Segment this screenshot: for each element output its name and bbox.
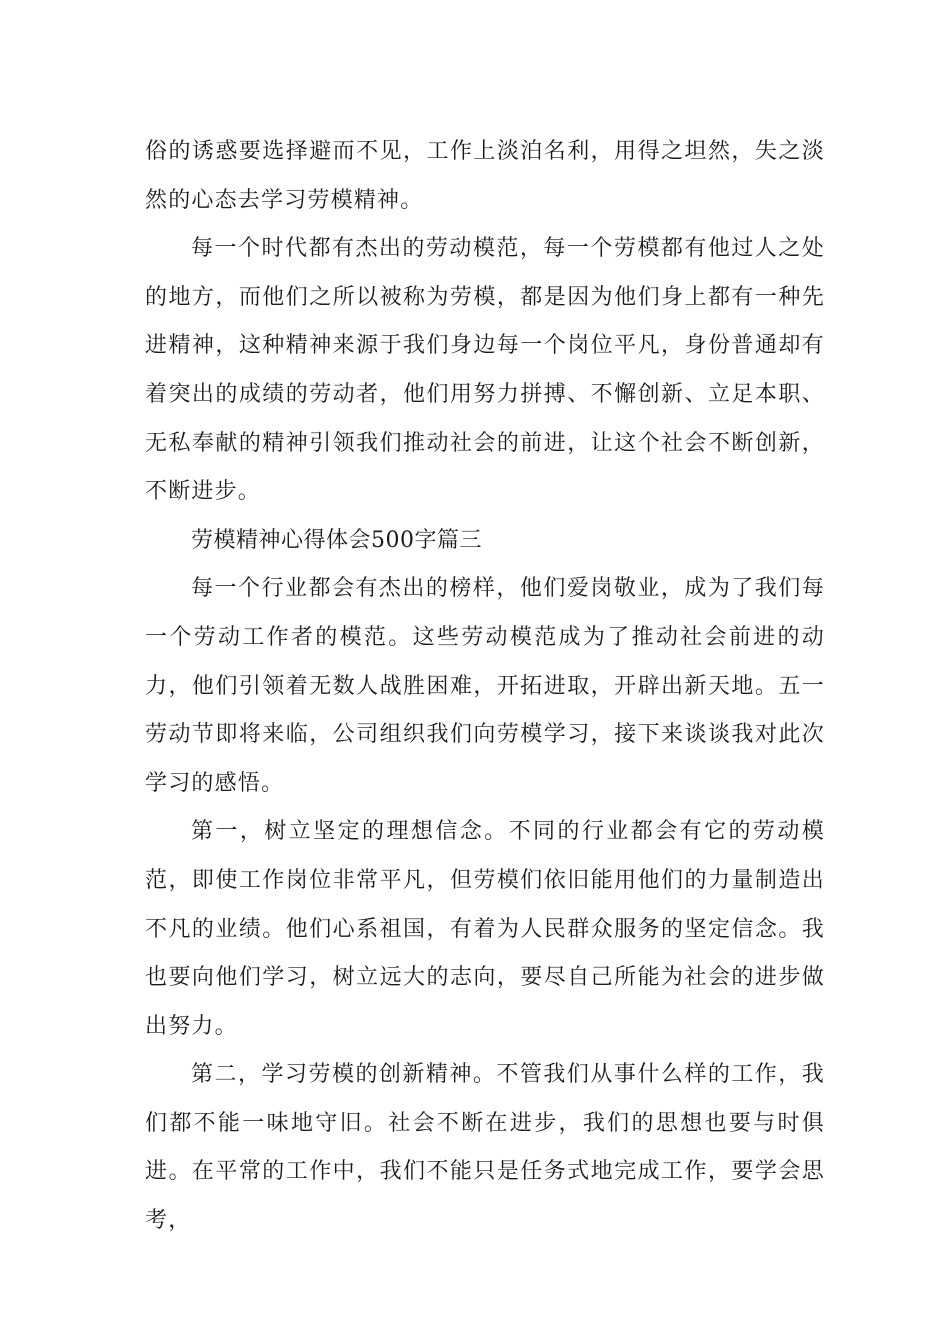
- paragraph-point-one: 第一，树立坚定的理想信念。不同的行业都会有它的劳动模范，即使工作岗位非常平凡，但劳模们依旧能用他们的力量制造出不凡的业绩。他们心系祖国，有着为人民群众服务的坚定信念。我也要向他们学习，树立远大的志向，要尽自己所能为社会的进步做出努力。: [145, 819, 825, 1039]
- document-body: [145, 128, 825, 1246]
- paragraph-industry-role-models: 每一个行业都会有杰出的榜样，他们爱岗敬业，成为了我们每一个劳动工作者的模范。这些劳动模范成为了推动社会前进的动力，他们引领着无数人战胜困难，开拓进取，开辟出新天地。五一劳动节即将来临，公司组织我们向劳模学习，接下来谈谈我对此次学习的感悟。: [145, 576, 825, 796]
- paragraph-continuation: 俗的诱惑要选择避而不见，工作上淡泊名利，用得之坦然，失之淡然的心态去学习劳模精神。: [145, 139, 825, 213]
- paragraph-labor-model-spirit: 每一个时代都有杰出的劳动模范，每一个劳模都有他过人之处的地方，而他们之所以被称为劳模，都是因为他们身上都有一种先进精神，这种精神来源于我们身边每一个岗位平凡，身份普通却有着突出的成绩的劳动者，他们用努力拼搏、不懈创新、立足本职、无私奉献的精神引领我们推动社会的前进，让这个社会不断创新，不断进步。: [145, 236, 825, 505]
- section-heading: 劳模精神心得体会500字篇三: [191, 527, 482, 553]
- paragraph-point-two: 第二，学习劳模的创新精神。不管我们从事什么样的工作，我们都不能一味地守旧。社会不断在进步，我们的思想也要与时俱进。在平常的工作中，我们不能只是任务式地完成工作，要学会思考，: [145, 1062, 825, 1234]
